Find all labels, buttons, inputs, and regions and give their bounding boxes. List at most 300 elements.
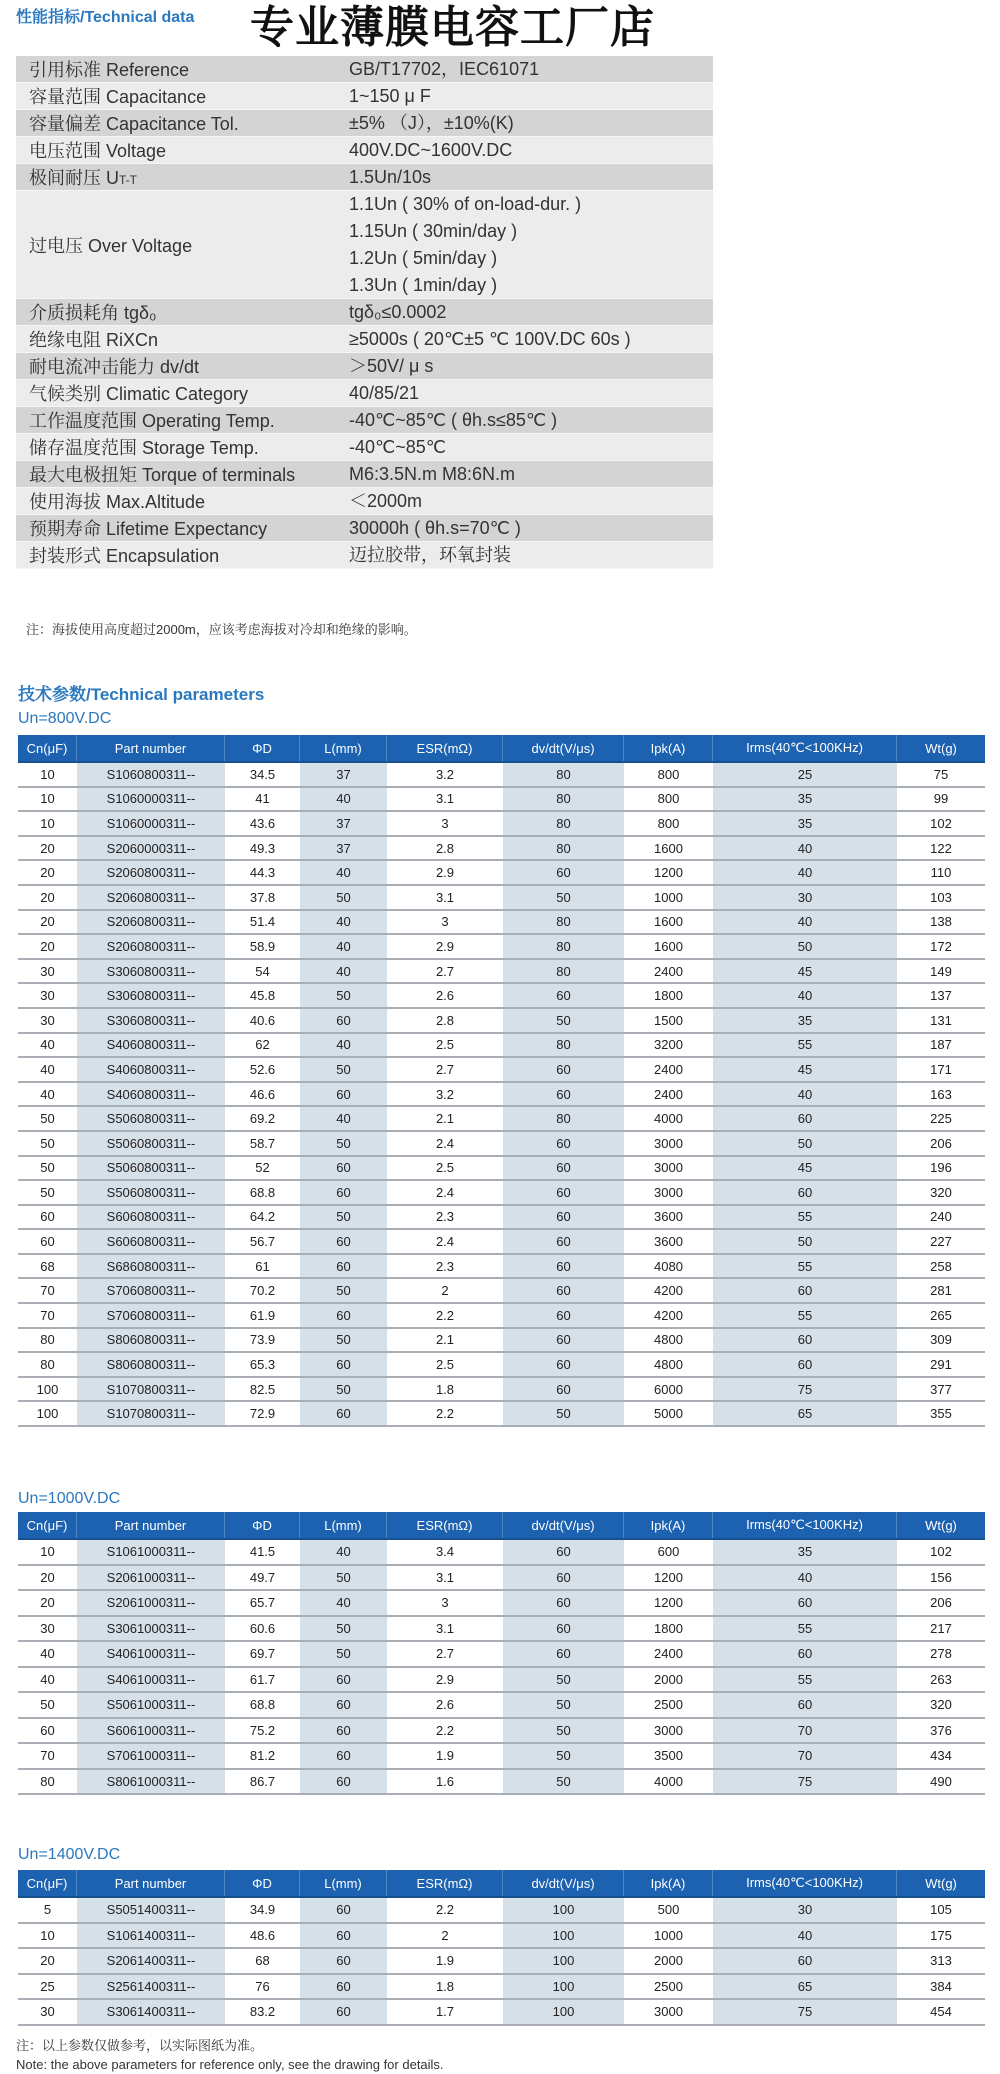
spec-label-en: Operating Temp. — [142, 411, 275, 431]
table-cell: 80 — [40, 1773, 55, 1789]
table-cell: 73.9 — [249, 1332, 276, 1348]
table-cell: 64.2 — [249, 1209, 276, 1225]
table-cell: 265 — [930, 1307, 952, 1323]
table-cell: 61.7 — [249, 1671, 276, 1687]
table-cell: 50 — [300, 886, 387, 909]
table-cell: 187 — [930, 1037, 952, 1053]
table-cell: 3000 — [654, 2004, 683, 2020]
table-cell: 2.3 — [435, 1258, 455, 1274]
spec-row — [16, 434, 713, 461]
spec-row — [16, 380, 713, 407]
table-cell: 5000 — [654, 1406, 683, 1422]
table-cell: 206 — [930, 1135, 952, 1151]
table-cell: 225 — [930, 1111, 952, 1127]
table-cell: 2 — [441, 1927, 449, 1943]
table-cell: 70 — [40, 1748, 55, 1764]
table-cell: 40 — [40, 1061, 55, 1077]
table-cell: 156 — [930, 1569, 952, 1585]
table-cell: 40 — [40, 1671, 55, 1687]
table-cell: 103 — [930, 889, 952, 905]
table-cell: 60 — [300, 1744, 387, 1768]
table-cell: 110 — [930, 865, 952, 881]
spec-value-line: 400V.DC~1600V.DC — [349, 139, 513, 160]
table-cell: 60 — [713, 1591, 897, 1615]
table-cell: 80 — [503, 960, 624, 983]
table-cell: 25 — [40, 1978, 55, 1994]
table-row — [18, 1898, 985, 1924]
spec-value-line: 1.1Un ( 30% of on-load-dur. ) — [349, 193, 582, 214]
table-cell: S4060800311-- — [77, 1058, 225, 1081]
table-cell: 60 — [503, 1206, 624, 1229]
spec-label-cn: 工作温度范围 — [29, 411, 137, 431]
table-cell: 30 — [713, 1898, 897, 1922]
table-cell: 100 — [503, 1949, 624, 1973]
table-cell: 149 — [930, 963, 952, 979]
spec-label-cn: 过电压 — [29, 235, 83, 256]
spec-row — [16, 110, 713, 137]
table-row — [18, 1279, 985, 1304]
table-cell: 50 — [40, 1697, 55, 1713]
table-cell: 2 — [441, 1283, 449, 1299]
table-cell: 69.2 — [249, 1111, 276, 1127]
table-cell: 60 — [503, 1617, 624, 1641]
table-cell: 70 — [40, 1283, 55, 1299]
table-cell: 291 — [930, 1357, 952, 1373]
table-cell: 2.7 — [435, 1061, 455, 1077]
table-cell: 1.8 — [435, 1381, 455, 1397]
spec-label-en: RiXCn — [106, 330, 159, 350]
table-cell: 60 — [300, 1009, 387, 1032]
table-cell: 3000 — [654, 1184, 683, 1200]
table-row — [18, 1540, 985, 1566]
spec-value — [349, 164, 713, 191]
spec-label-en: Torque of terminals — [142, 465, 296, 485]
table-cell: 3600 — [654, 1209, 683, 1225]
table-cell: 41 — [255, 791, 270, 807]
table-row — [18, 1566, 985, 1592]
table-cell: 1800 — [654, 1620, 683, 1636]
table-cell: 102 — [930, 1544, 952, 1560]
table-cell: S8060800311-- — [77, 1353, 225, 1376]
table-cell: 40 — [40, 1086, 55, 1102]
table-cell: 50 — [300, 1279, 387, 1302]
table-cell: 500 — [657, 1902, 680, 1918]
table-cell: 2.4 — [435, 1234, 455, 1250]
table-cell: 50 — [713, 1132, 897, 1155]
column-header: Wt(g) — [925, 740, 957, 756]
spec-label-cn: 耐电流冲击能力 — [29, 357, 155, 377]
table-row — [18, 1617, 985, 1643]
table-cell: S8061000311-- — [77, 1770, 225, 1794]
table-cell: 4000 — [654, 1111, 683, 1127]
table-cell: 60 — [300, 1949, 387, 1973]
table-cell: 20 — [40, 914, 55, 930]
table-cell: 40 — [300, 960, 387, 983]
table-cell: 49.3 — [249, 840, 276, 856]
table-row — [18, 984, 985, 1009]
table-cell: 5 — [43, 1902, 52, 1918]
spec-label-en: dv/dt — [160, 357, 200, 377]
table-row — [18, 1353, 985, 1378]
column-header: Part number — [77, 735, 225, 761]
spec-label-cn: 绝缘电阻 — [29, 330, 101, 350]
table-cell: 20 — [40, 938, 55, 954]
table-cell: 60 — [503, 861, 624, 884]
spec-value-line: 1.15Un ( 30min/day ) — [349, 220, 518, 241]
table-cell: 258 — [930, 1258, 952, 1274]
table-cell: 3.1 — [435, 1569, 455, 1585]
table-cell: 20 — [40, 1569, 55, 1585]
table-cell: 50 — [503, 1668, 624, 1692]
table-cell: 70 — [713, 1719, 897, 1743]
table-cell: 55 — [713, 1255, 897, 1278]
column-header: ESR(mΩ) — [387, 1870, 503, 1896]
spec-row — [16, 353, 713, 380]
column-header: Cn(μF) — [18, 1870, 77, 1896]
table-cell: 278 — [930, 1646, 952, 1662]
spec-row — [16, 56, 713, 83]
table-cell: S7060800311-- — [77, 1279, 225, 1302]
table-1000v-title: Un=1000V.DC — [18, 1490, 121, 1507]
table-row — [18, 763, 985, 788]
table-row — [18, 1668, 985, 1694]
table-cell: 2.2 — [435, 1902, 455, 1918]
table-cell: 2.4 — [435, 1184, 455, 1200]
column-header: ΦD — [225, 1512, 300, 1538]
column-header: dv/dt(V/μs) — [503, 1512, 624, 1538]
spec-label — [16, 83, 349, 109]
table-cell: 40 — [40, 1646, 55, 1662]
table-cell: 1.9 — [435, 1953, 455, 1969]
table-cell: 2.9 — [435, 1671, 455, 1687]
table-cell: 2.2 — [435, 1722, 455, 1738]
spec-value — [349, 353, 713, 380]
column-header: Wt(g) — [925, 1517, 957, 1533]
table-cell: 20 — [40, 1595, 55, 1611]
table-cell: S2060800311-- — [77, 935, 225, 958]
table-cell: 2.4 — [435, 1135, 455, 1151]
table-cell: S3060800311-- — [77, 1009, 225, 1032]
table-cell: 68.8 — [249, 1184, 276, 1200]
table-cell: S1060000311-- — [77, 788, 225, 811]
table-cell: 70 — [713, 1744, 897, 1768]
table-cell: S3060800311-- — [77, 960, 225, 983]
table-cell: 60 — [300, 1157, 387, 1180]
table-cell: 52 — [255, 1160, 270, 1176]
table-row — [18, 1132, 985, 1157]
table-cell: 3000 — [654, 1160, 683, 1176]
spec-row — [16, 488, 713, 515]
table-cell: S5051400311-- — [77, 1898, 225, 1922]
table-cell: 50 — [503, 1744, 624, 1768]
table-cell: 34.9 — [249, 1902, 276, 1918]
table-cell: 50 — [300, 1378, 387, 1401]
table-cell: 3600 — [654, 1234, 683, 1250]
table-cell: S4061000311-- — [77, 1668, 225, 1692]
table-cell: 60 — [503, 1157, 624, 1180]
spec-value-line: M6:3.5N.m M8:6N.m — [349, 463, 516, 484]
table-cell: 1800 — [654, 988, 683, 1004]
table-cell: 40 — [713, 861, 897, 884]
table-cell: 1.6 — [435, 1773, 455, 1789]
table-cell: 80 — [503, 935, 624, 958]
table-cell: 60 — [300, 1230, 387, 1253]
spec-label — [16, 299, 349, 325]
table-cell: 2500 — [654, 1697, 683, 1713]
column-header: ΦD — [225, 1870, 300, 1896]
table-cell: 313 — [930, 1953, 952, 1969]
table-cell: 75.2 — [249, 1722, 276, 1738]
table-cell: S3061400311-- — [77, 2000, 225, 2024]
table-row — [18, 1255, 985, 1280]
table-cell: 4000 — [654, 1773, 683, 1789]
table-cell: 52.6 — [249, 1061, 276, 1077]
table-cell: 48.6 — [249, 1927, 276, 1943]
spec-label-en: Storage Temp. — [142, 438, 259, 458]
table-cell: 60 — [40, 1234, 55, 1250]
table-cell: 60 — [300, 1304, 387, 1327]
table-cell: 377 — [930, 1381, 952, 1397]
spec-value — [349, 326, 713, 353]
column-header: dv/dt(V/μs) — [503, 1870, 624, 1896]
table-cell: 45 — [713, 960, 897, 983]
table-cell: S3061000311-- — [77, 1617, 225, 1641]
footer-note-en: Note: the above parameters for reference only, see the drawing for details. — [16, 2057, 444, 2072]
spec-value — [349, 299, 713, 326]
table-cell: 35 — [713, 812, 897, 835]
table-cell: 69.7 — [249, 1646, 276, 1662]
table-cell: 82.5 — [249, 1381, 276, 1397]
table-cell: 2.8 — [435, 1012, 455, 1028]
table-cell: S1070800311-- — [77, 1402, 225, 1425]
table-cell: 40.6 — [249, 1012, 276, 1028]
spec-value-line: 1.2Un ( 5min/day ) — [349, 247, 498, 268]
table-cell: 1600 — [654, 840, 683, 856]
column-header: Part number — [77, 1512, 225, 1538]
table-cell: 41.5 — [249, 1544, 276, 1560]
table-cell: 86.7 — [249, 1773, 276, 1789]
table-row — [18, 1206, 985, 1231]
spec-row — [16, 191, 713, 299]
table-1400v — [18, 1870, 985, 2026]
table-cell: 80 — [503, 911, 624, 934]
column-header: Cn(μF) — [18, 1512, 77, 1538]
table-cell: 80 — [503, 837, 624, 860]
table-row — [18, 1744, 985, 1770]
table-800v-title: Un=800V.DC — [18, 710, 112, 727]
table-cell: 1200 — [654, 1569, 683, 1585]
table-cell: 10 — [40, 1544, 55, 1560]
table-cell: S5060800311-- — [77, 1157, 225, 1180]
spec-label — [16, 232, 349, 258]
table-cell: 217 — [930, 1620, 952, 1636]
spec-value — [349, 542, 713, 569]
table-cell: 3500 — [654, 1748, 683, 1764]
table-cell: 2.6 — [435, 988, 455, 1004]
table-cell: 2400 — [654, 1646, 683, 1662]
table-cell: S2061000311-- — [77, 1566, 225, 1590]
table-cell: 2.5 — [435, 1357, 455, 1373]
table-cell: 40 — [713, 911, 897, 934]
table-cell: 50 — [300, 984, 387, 1007]
table-cell: 800 — [657, 766, 680, 782]
table-cell: 50 — [40, 1111, 55, 1127]
table-cell: 40 — [40, 1037, 55, 1053]
table-cell: 50 — [300, 1329, 387, 1352]
table-cell: 3.1 — [435, 1620, 455, 1636]
table-cell: 50 — [713, 1230, 897, 1253]
table-cell: 20 — [40, 840, 55, 856]
table-cell: 2.5 — [435, 1037, 455, 1053]
shop-watermark: 专业薄膜电容工厂店 — [250, 2, 655, 53]
table-cell: 4200 — [654, 1307, 683, 1323]
table-cell: 10 — [40, 1927, 55, 1943]
table-cell: 60 — [503, 1230, 624, 1253]
table-cell: 40 — [300, 1107, 387, 1130]
table-cell: 320 — [930, 1697, 952, 1713]
table-cell: 2400 — [654, 1086, 683, 1102]
spec-label-en: Voltage — [106, 141, 167, 161]
table-cell: 105 — [930, 1902, 952, 1918]
table-1000v — [18, 1512, 985, 1795]
table-cell: 100 — [503, 2000, 624, 2024]
spec-label-en: Climatic Category — [106, 384, 249, 404]
spec-row — [16, 299, 713, 326]
table-cell: 25 — [713, 763, 897, 786]
spec-row — [16, 461, 713, 488]
table-cell: 1000 — [654, 1927, 683, 1943]
table-cell: 45.8 — [249, 988, 276, 1004]
spec-value — [349, 83, 713, 110]
table-cell: 62 — [255, 1037, 270, 1053]
spec-label-cn: 介质损耗角 — [29, 303, 119, 323]
table-cell: 49.7 — [249, 1569, 276, 1585]
table-row — [18, 1719, 985, 1745]
spec-row — [16, 542, 713, 569]
table-cell: 30 — [40, 988, 55, 1004]
column-header: Irms(40℃<100KHz) — [713, 735, 897, 761]
table-row — [18, 1975, 985, 2001]
spec-value-line: ≥5000s ( 20℃±5 ℃ 100V.DC 60s ) — [349, 328, 631, 349]
spec-label-cn: 封装形式 — [29, 546, 101, 566]
spec-label-cn: 预期寿命 — [29, 519, 101, 539]
table-cell: 6000 — [654, 1381, 683, 1397]
table-cell: 80 — [40, 1332, 55, 1348]
table-cell: 58.9 — [249, 938, 276, 954]
table-cell: 50 — [503, 1009, 624, 1032]
spec-label-cn: 电压范围 — [29, 141, 101, 161]
table-cell: 1.7 — [435, 2004, 455, 2020]
table-cell: 60 — [300, 1402, 387, 1425]
column-header: Ipk(A) — [624, 1870, 713, 1896]
column-header: L(mm) — [300, 735, 387, 761]
table-cell: 3 — [441, 815, 449, 831]
altitude-note: 注：海拔使用高度超过2000m，应该考虑海拔对冷却和绝缘的影响。 — [26, 622, 417, 637]
spec-label-en: Capacitance — [106, 87, 207, 107]
table-cell: 2.7 — [435, 963, 455, 979]
table-cell: 60 — [503, 1378, 624, 1401]
table-cell: 54 — [255, 963, 270, 979]
table-cell: 175 — [930, 1927, 952, 1943]
table-cell: 384 — [930, 1978, 952, 1994]
table-cell: 45 — [713, 1058, 897, 1081]
table-cell: S1070800311-- — [77, 1378, 225, 1401]
table-cell: 60 — [713, 1353, 897, 1376]
table-cell: 60 — [503, 1566, 624, 1590]
table-cell: S5060800311-- — [77, 1107, 225, 1130]
table-cell: S4061000311-- — [77, 1642, 225, 1666]
table-row — [18, 935, 985, 960]
table-cell: 80 — [503, 763, 624, 786]
spec-value — [349, 137, 713, 164]
table-cell: 60 — [300, 1693, 387, 1717]
table-cell: 60 — [300, 1181, 387, 1204]
table-cell: 50 — [40, 1184, 55, 1200]
spec-value — [349, 56, 713, 83]
spec-label — [16, 56, 349, 82]
table-cell: 60 — [713, 1642, 897, 1666]
table-cell: 80 — [40, 1357, 55, 1373]
technical-parameters-title: 技术参数/Technical parameters — [18, 685, 265, 704]
table-cell: 490 — [930, 1773, 952, 1789]
table-cell: 35 — [713, 1009, 897, 1032]
table-cell: 60 — [713, 1949, 897, 1973]
table-header — [18, 1512, 985, 1540]
table-cell: 70.2 — [249, 1283, 276, 1299]
table-cell: 56.7 — [249, 1234, 276, 1250]
table-cell: 35 — [713, 1540, 897, 1564]
spec-label — [16, 380, 349, 406]
table-cell: 68 — [40, 1258, 55, 1274]
table-cell: S1061000311-- — [77, 1540, 225, 1564]
table-cell: 50 — [503, 1402, 624, 1425]
spec-label — [16, 488, 349, 514]
table-row — [18, 1181, 985, 1206]
column-header: Irms(40℃<100KHz) — [713, 1870, 897, 1896]
table-row — [18, 788, 985, 813]
spec-table — [16, 56, 713, 569]
spec-value-line: GB/T17702，IEC61071 — [349, 58, 540, 79]
table-cell: 50 — [300, 1058, 387, 1081]
table-cell: 2.5 — [435, 1160, 455, 1176]
table-cell: 171 — [930, 1061, 952, 1077]
table-cell: 40 — [713, 1924, 897, 1948]
table-cell: 227 — [930, 1234, 952, 1250]
table-cell: 3.1 — [435, 791, 455, 807]
table-cell: 2400 — [654, 1061, 683, 1077]
table-cell: 3.2 — [435, 766, 455, 782]
spec-row — [16, 407, 713, 434]
column-header: ESR(mΩ) — [387, 735, 503, 761]
table-cell: 60 — [503, 984, 624, 1007]
table-cell: 10 — [40, 791, 55, 807]
spec-label — [16, 164, 349, 190]
table-cell: 30 — [713, 886, 897, 909]
table-cell: 55 — [713, 1206, 897, 1229]
table-cell: 50 — [300, 1617, 387, 1641]
column-header: Ipk(A) — [624, 735, 713, 761]
table-cell: S5061000311-- — [77, 1693, 225, 1717]
table-cell: 600 — [657, 1544, 680, 1560]
spec-label — [16, 326, 349, 352]
table-cell: 50 — [503, 1770, 624, 1794]
table-cell: 75 — [933, 766, 949, 782]
table-cell: 37.8 — [249, 889, 276, 905]
table-cell: S2060000311-- — [77, 837, 225, 860]
table-cell: 35 — [713, 788, 897, 811]
table-cell: 50 — [40, 1135, 55, 1151]
table-cell: 50 — [300, 1206, 387, 1229]
